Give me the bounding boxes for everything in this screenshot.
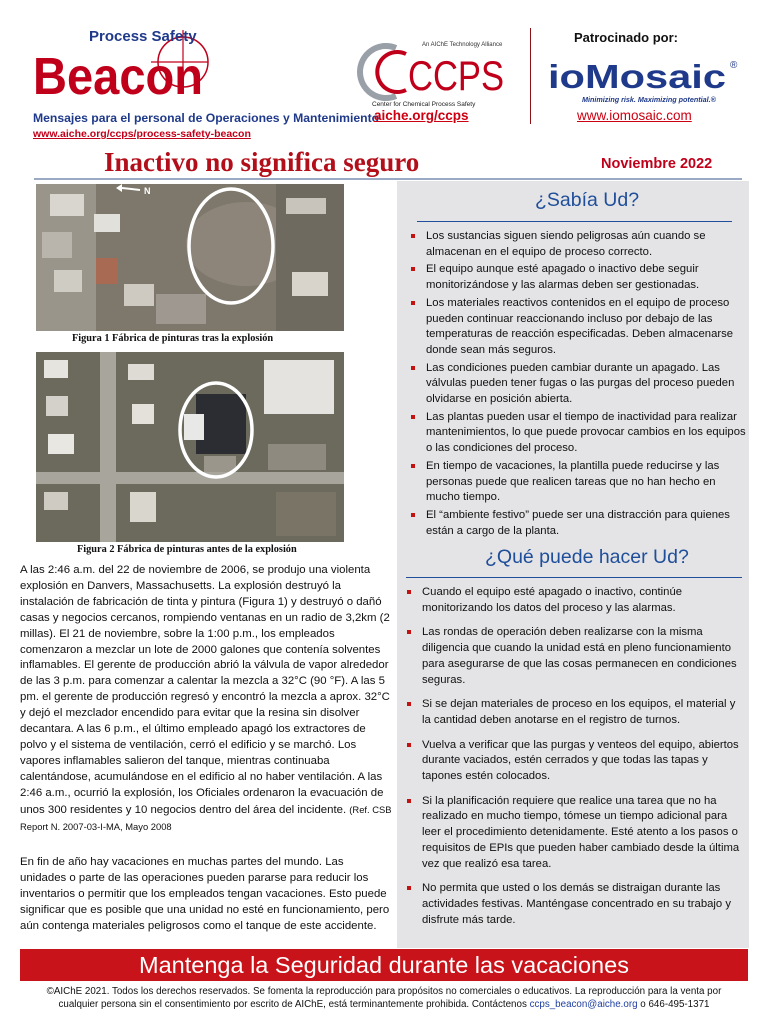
copyright-notice [26,986,742,1011]
sponsor-label: Patrocinado por: [574,30,679,45]
what-can-you-do-item: Cuando el equipo esté apagado o inactivo, continúe monitorizando los datos del proceso y las alarmas. [404,585,744,616]
figure-2-caption: Figura 2 Fábrica de pinturas antes de la explosión [77,544,297,555]
did-you-know-item: Las plantas pueden usar el tiempo de inactividad para realizar mantenimientos, lo que puede provocar cambios en los equipos o las condiciones del proceso. [408,410,746,457]
beacon-website-link[interactable]: www.aiche.org/ccps/process-safety-beacon [33,128,251,140]
iomosaic-registered-mark: ® [730,60,738,71]
what-can-you-do-heading-rule [406,577,742,578]
did-you-know-list [408,229,746,541]
ccps-full-name: Center for Chemical Process Safety [372,101,476,108]
beacon-logo-wordmark: Beacon [33,48,203,106]
did-you-know-item: Las condiciones pueden cambiar durante un apagado. Las válvulas pueden tener fugas o las purgas del proceso pueden olvidarse en posición abierta. [408,361,746,408]
what-can-you-do-item: Si la planificación requiere que realice una tarea que no ha realizado en mucho tiempo, tómese un tiempo adicional para leer el procedimiento detenidamente. Esté atento a los pasos o requisitos de EPIs que pueden haber cambiado desde la última vez que realizó esa tarea. [404,794,744,873]
figure-2-aerial-photo-before-explosion [36,352,344,542]
beacon-tagline: Mensajes para el personal de Operaciones y Mantenimiento [33,111,380,125]
issue-date: Noviembre 2022 [601,156,713,172]
beacon-logo-subtitle: Process Safety [89,28,197,45]
did-you-know-item: Los sustancias siguen siendo peligrosas aún cuando se almacenan en el equipo de proceso correcto. [408,229,746,260]
what-can-you-do-item: No permita que usted o los demás se distraigan durante las actividades festivas. Manténgase concentrado en su trabajo y disfrute más tarde. [404,881,744,928]
what-can-you-do-item: Si se dejan materiales de proceso en los equipos, el material y la cantidad deben anotarse en el registro de turnos. [404,697,744,728]
did-you-know-heading-rule [417,221,732,222]
did-you-know-item: El “ambiente festivo” puede ser una distracción para quienes están a cargo de la planta. [408,508,746,539]
article-paragraph-holidays: En fin de año hay vacaciones en muchas partes del mundo. Las unidades o parte de las operaciones pueden pararse para reducir los inventarios o permitir que los empleados tengan vacaciones. Esto puede significar que es posible que una unidad no esté en funcionamiento, pero aún contenga materiales peligrosos como el tanque de este accidente. [20,856,390,932]
page-title: Inactivo no significa seguro [104,147,420,177]
process-safety-beacon-logo [33,26,208,116]
did-you-know-item: En tiempo de vacaciones, la plantilla puede reducirse y las personas puede que realicen tareas que no han hecho en mucho tiempo. [408,459,746,506]
copyright-text: ©AIChE 2021. Todos los derechos reservados. Se fomenta la reproducción para propósitos no comerciales o educativos. La reproducción para la venta por cualquier persona sin el consentimiento por escrito de AIChE, está terminantemente prohibida. Contáctenos [46,986,722,1010]
ccps-website-link[interactable]: aiche.org/ccps [374,108,469,123]
figure-1-aerial-photo-after-explosion [36,184,344,331]
did-you-know-item: Los materiales reactivos contenidos en el equipo de proceso pueden continuar reaccionando incluso por debajo de las temperaturas de reacción especificadas. Deben almacenarse donde sean más seguros. [408,296,746,359]
iomosaic-wordmark: ioMosaic [548,58,726,95]
did-you-know-item: El equipo aunque esté apagado o inactivo debe seguir monitorizándose y las alarmas deben ser gestionadas. [408,262,746,293]
ccps-wordmark: CCPS [408,52,504,99]
footer-banner: Mantenga la Seguridad durante las vacaciones [20,949,748,981]
ccps-logo [356,34,508,110]
what-can-you-do-item: Vuelva a verificar que las purgas y venteos del equipo, abiertos durante vaciados, estén cerrados y que todas las tapas y tapones estén colocados. [404,738,744,785]
figure-1-caption: Figura 1 Fábrica de pinturas tras la explosión [72,333,274,344]
iomosaic-slogan: Minimizing risk. Maximizing potential.® [582,95,716,104]
article-reference: (Ref. CSB Report N. 2007-03-I-MA, Mayo 2008 [20,803,392,832]
ccps-alliance-text: An AIChE Technology Alliance [422,42,503,48]
what-can-you-do-list [404,585,744,937]
header-divider [530,28,531,124]
what-can-you-do-heading: ¿Qué puede hacer Ud? [485,546,689,568]
iomosaic-website-link[interactable]: www.iomosaic.com [577,108,692,123]
did-you-know-heading: ¿Sabía Ud? [535,189,640,211]
contact-email-link[interactable]: ccps_beacon@aiche.org [529,998,638,1010]
article-paragraph-incident [20,563,392,835]
title-divider [34,178,742,180]
article-paragraph-incident-text: A las 2:46 a.m. del 22 de noviembre de 2006, se produjo una violenta explosión en Danvers, Massachusetts. La explosión destruyó la instalación de fabricación de tinta y pintura (Figura 1) y destruyó o dañó casas y negocios cercanos, rompiendo ventanas en un radio de 3,2km (2 millas). El 21 de noviembre, sobre la 1:00 p.m., los empleados comenzaron a mezclar un lote de 2000 galones que contenía solventes inflamables. El gerente de producción abrió la válvula de vapor alrededor de las 3 p.m. para comenzar a calentar la mezcla a 32°C (90 °F). A las 5 pm. el gerente de producción regresó y encontró la mezcla a aprox. 32°C y dejó el mezclador encendido para evitar que la resina sin disolver decantara. A las 6 p.m., el último empleado apagó los extractores de polvo y el sistema de ventilación, cerró el edificio y se marchó. Los vapores inflamables salieron del tanque, mientras continuaba calentándose, acumulándose en el edificio al no haber ventilación. A las 2:46 a.m., ocurrió la explosión, los Oficiales ordenaron la evacuación de unos 300 residentes y 10 negocios dentro del área del incidente. [20,564,390,816]
figure-1-north-label: N [144,186,151,196]
iomosaic-logo [546,52,750,107]
what-can-you-do-item: Las rondas de operación deben realizarse con la misma diligencia que cuando la unidad está en pleno funcionamiento para asegurarse de que las cosas permanecen en condiciones seguras. [404,625,744,688]
contact-phone: o 646-495-1371 [640,998,710,1010]
